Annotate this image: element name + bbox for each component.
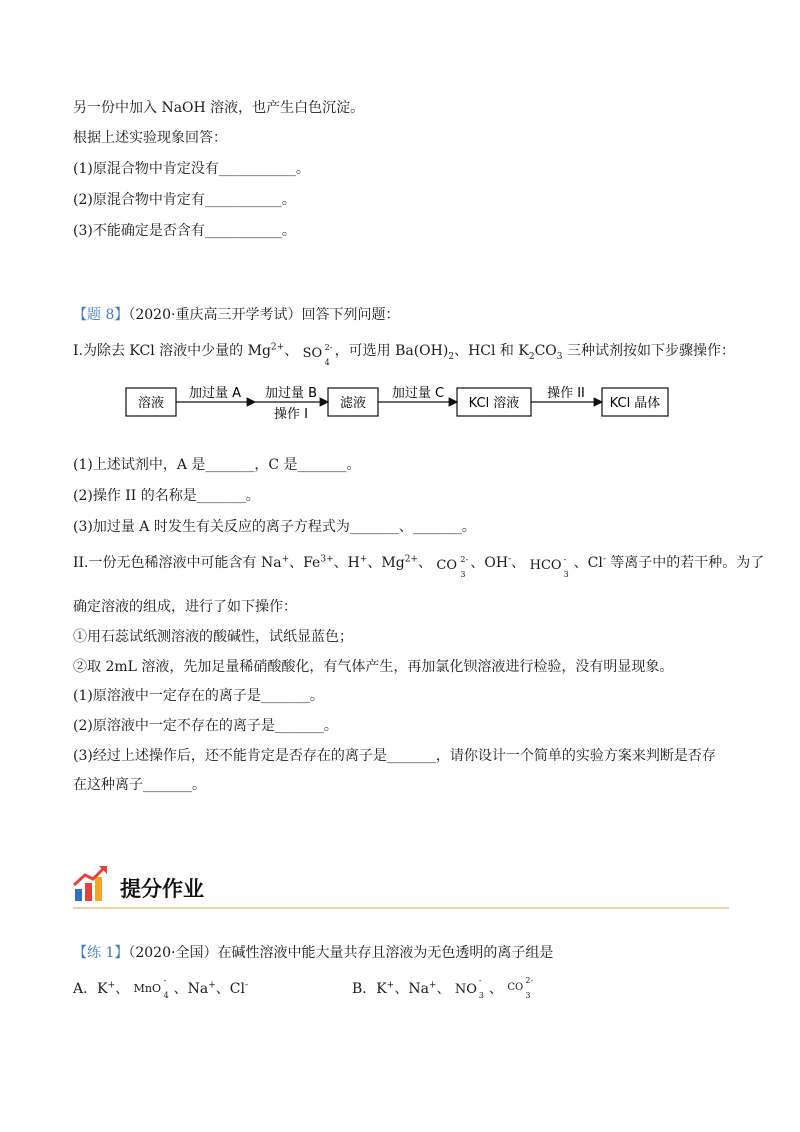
question-6-cont: 在这种离子_______。 (73, 777, 206, 793)
question-2: (2)操作 II 的名称是_______。 (73, 488, 260, 504)
question-1: (1)上述试剂中，A 是_______，C 是_______。 (73, 457, 361, 473)
carbonate-formula: CO 2- 3 (507, 976, 534, 1000)
question-6: (3)经过上述操作后，还不能肯定是否存在的离子是_______，请你设计一个简单的实验方案来判断是否存 (73, 748, 716, 764)
process-flow-diagram (0, 375, 800, 435)
permanganate-formula: MnO - 4 (133, 976, 169, 1000)
question-5: (2)原溶液中一定不存在的离子是_______。 (73, 718, 338, 734)
question-3: (3)加过量 A 时发生有关反应的离子方程式为_______、_______。 (73, 519, 476, 535)
text-line: 确定溶液的组成，进行了如下操作： (73, 599, 297, 615)
section-title: 提分作业 (120, 877, 204, 901)
step-1: ①用石蕊试纸测溶液的酸碱性，试纸显蓝色； (73, 629, 353, 645)
question-1: (1)原混合物中肯定没有___________。 (73, 161, 310, 177)
nitrate-formula: NO - 3 (454, 976, 485, 1000)
chart-growth-icon (73, 865, 109, 903)
section-divider (73, 907, 729, 909)
bicarbonate-formula: HCO - 3 (529, 555, 569, 579)
text-line: 另一份中加入 NaOH 溶液，也产生白色沉淀。 (73, 100, 365, 116)
exercise-text: （2020·全国）在碱性溶液中能大量共存且溶液为无色透明的离子组是 (128, 945, 554, 961)
step-2: ②取 2mL 溶液，先加足量稀硝酸酸化，有气体产生，再加氯化钡溶液进行检验，没有明显现象。 (73, 659, 674, 675)
flow-arrow-label: 加过量 A (188, 386, 242, 401)
problem-8-header (73, 305, 399, 325)
flow-box-label: KCl 晶体 (609, 396, 661, 411)
exercise-tag: 【练 1】 (73, 945, 129, 961)
part-2-intro: II.一份无色稀溶液中可能含有 Na+、$Fe^{3+}$、H+、$Mg^{2+}$、 CO 2- 3 、OH-、 HCO - 3 、Cl- 等离子中的若干种。为了 (73, 552, 764, 574)
flow-arrow-label: 操作 I (274, 407, 308, 422)
flow-arrow-label: 操作 II (547, 386, 585, 401)
question-3: (3)不能确定是否含有___________。 (73, 223, 296, 239)
sulfate-formula: SO 2- 4 (302, 343, 333, 367)
flow-arrow-label: 加过量 B (264, 386, 318, 401)
text-line: 根据上述实验现象回答： (73, 130, 227, 146)
problem-tag: 【题 8】 (73, 307, 129, 323)
question-2: (2)原混合物中肯定有___________。 (73, 192, 296, 208)
flow-box-label: 滤液 (339, 396, 367, 411)
option-b: B．K+、Na+、 NO - 3 、 CO 2- 3 (352, 978, 537, 1000)
flow-box-label: 溶液 (137, 396, 165, 411)
part-1-intro: I.为除去 KCl 溶液中少量的 $Mg^{2+}$、 SO 2- 4 ，可选用 $Ba(OH)_2$、HCl 和 $K_2CO_3$ 三种试剂按如下步骤操作： (73, 340, 735, 362)
question-4: (1)原溶液中一定存在的离子是_______。 (73, 688, 324, 704)
option-a: A．K+、 MnO - 4 、Na+、Cl- (73, 976, 248, 1000)
exercise-1-header (73, 943, 553, 963)
flow-box-label: KCl 溶液 (468, 396, 520, 411)
problem-source: （2020·重庆高三开学考试）回答下列问题： (128, 307, 400, 323)
carbonate-formula: CO 2- 3 (436, 555, 469, 579)
flow-arrow-label: 加过量 C (391, 386, 445, 401)
